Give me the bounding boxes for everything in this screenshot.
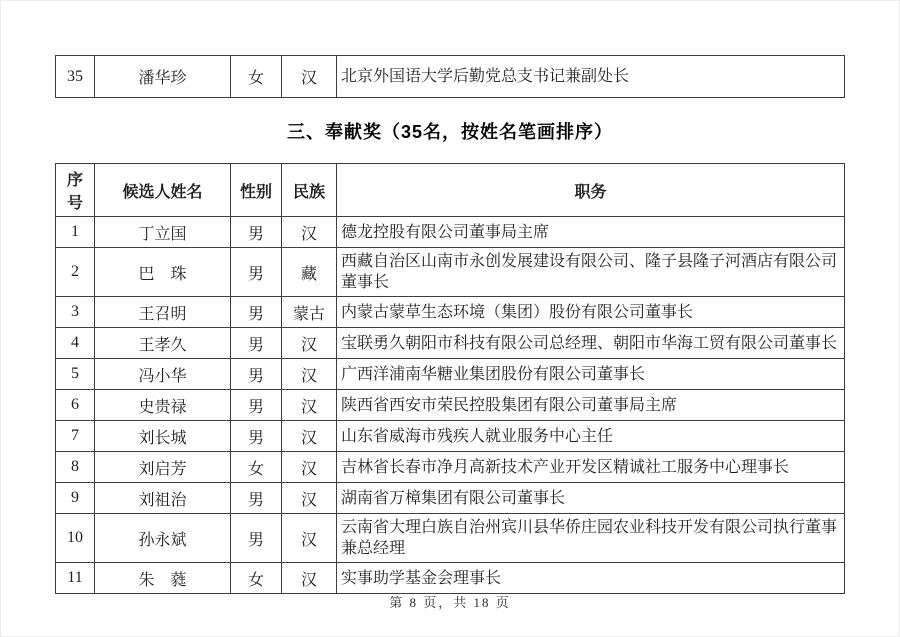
cell-seq: 35 — [56, 56, 95, 98]
cell-name: 孙永斌 — [95, 514, 231, 563]
cell-position: 内蒙古蒙草生态环境（集团）股份有限公司董事长 — [337, 297, 845, 328]
header-cell-position: 职务 — [337, 164, 845, 217]
cell-seq: 4 — [56, 328, 95, 359]
cell-gender: 男 — [231, 297, 282, 328]
cell-name: 王召明 — [95, 297, 231, 328]
cell-name: 朱 蕤 — [95, 563, 231, 594]
cell-gender: 男 — [231, 483, 282, 514]
header-cell-seq: 序号 — [56, 164, 95, 217]
cell-gender: 男 — [231, 248, 282, 297]
cell-ethnicity: 汉 — [282, 359, 337, 390]
continuation-table — [55, 55, 845, 98]
cell-name: 王孝久 — [95, 328, 231, 359]
cell-ethnicity: 汉 — [282, 217, 337, 248]
cell-ethnicity: 汉 — [282, 421, 337, 452]
cell-ethnicity: 汉 — [282, 452, 337, 483]
table-row — [56, 359, 845, 390]
cell-position: 山东省威海市残疾人就业服务中心主任 — [337, 421, 845, 452]
cell-seq: 5 — [56, 359, 95, 390]
cell-seq: 10 — [56, 514, 95, 563]
cell-position: 西藏自治区山南市永创发展建设有限公司、隆子县隆子河酒店有限公司董事长 — [337, 248, 845, 297]
table-row — [56, 421, 845, 452]
table-row — [56, 483, 845, 514]
cell-position: 北京外国语大学后勤党总支书记兼副处长 — [337, 56, 845, 98]
section-title: 三、奉献奖（35名，按姓名笔画排序） — [286, 122, 614, 142]
page-number: 第 8 页，共 18 页 — [389, 595, 511, 610]
cell-gender: 女 — [231, 452, 282, 483]
cell-name: 冯小华 — [95, 359, 231, 390]
cell-seq: 11 — [56, 563, 95, 594]
header-cell-name: 候选人姓名 — [95, 164, 231, 217]
table-row — [56, 217, 845, 248]
cell-gender: 男 — [231, 217, 282, 248]
cell-ethnicity: 汉 — [282, 390, 337, 421]
cell-ethnicity: 汉 — [282, 514, 337, 563]
cell-gender: 男 — [231, 328, 282, 359]
table-row — [56, 56, 845, 98]
cell-position: 广西洋浦南华糖业集团股份有限公司董事长 — [337, 359, 845, 390]
cell-seq: 3 — [56, 297, 95, 328]
cell-position: 云南省大理白族自治州宾川县华侨庄园农业科技开发有限公司执行董事兼总经理 — [337, 514, 845, 563]
cell-position: 吉林省长春市净月高新技术产业开发区精诚社工服务中心理事长 — [337, 452, 845, 483]
candidates-table-body — [56, 217, 845, 594]
table-row — [56, 328, 845, 359]
cell-seq: 7 — [56, 421, 95, 452]
cell-position: 宝联勇久朝阳市科技有限公司总经理、朝阳市华海工贸有限公司董事长 — [337, 328, 845, 359]
header-cell-ethnicity: 民族 — [282, 164, 337, 217]
cell-gender: 女 — [231, 56, 282, 98]
table-row — [56, 514, 845, 563]
cell-seq: 1 — [56, 217, 95, 248]
table-row — [56, 297, 845, 328]
candidates-table — [55, 163, 845, 594]
cell-position: 实事助学基金会理事长 — [337, 563, 845, 594]
cell-ethnicity: 藏 — [282, 248, 337, 297]
cell-name: 刘长城 — [95, 421, 231, 452]
cell-ethnicity: 汉 — [282, 483, 337, 514]
table-row — [56, 452, 845, 483]
table-row — [56, 563, 845, 594]
cell-ethnicity: 汉 — [282, 563, 337, 594]
cell-gender: 男 — [231, 421, 282, 452]
cell-gender: 男 — [231, 359, 282, 390]
cell-gender: 女 — [231, 563, 282, 594]
cell-position: 湖南省万樟集团有限公司董事长 — [337, 483, 845, 514]
cell-seq: 9 — [56, 483, 95, 514]
cell-name: 巴 珠 — [95, 248, 231, 297]
cell-seq: 8 — [56, 452, 95, 483]
cell-ethnicity: 汉 — [282, 56, 337, 98]
cell-name: 丁立国 — [95, 217, 231, 248]
cell-position: 陕西省西安市荣民控股集团有限公司董事局主席 — [337, 390, 845, 421]
cell-seq: 2 — [56, 248, 95, 297]
cell-name: 刘启芳 — [95, 452, 231, 483]
table-row — [56, 248, 845, 297]
cell-position: 德龙控股有限公司董事局主席 — [337, 217, 845, 248]
cell-gender: 男 — [231, 390, 282, 421]
cell-ethnicity: 蒙古 — [282, 297, 337, 328]
cell-gender: 男 — [231, 514, 282, 563]
table-header-row — [56, 164, 845, 217]
cell-seq: 6 — [56, 390, 95, 421]
cell-ethnicity: 汉 — [282, 328, 337, 359]
cell-name: 刘祖治 — [95, 483, 231, 514]
cell-name: 潘华珍 — [95, 56, 231, 98]
cell-name: 史贵禄 — [95, 390, 231, 421]
table-row — [56, 390, 845, 421]
header-cell-gender: 性别 — [231, 164, 282, 217]
